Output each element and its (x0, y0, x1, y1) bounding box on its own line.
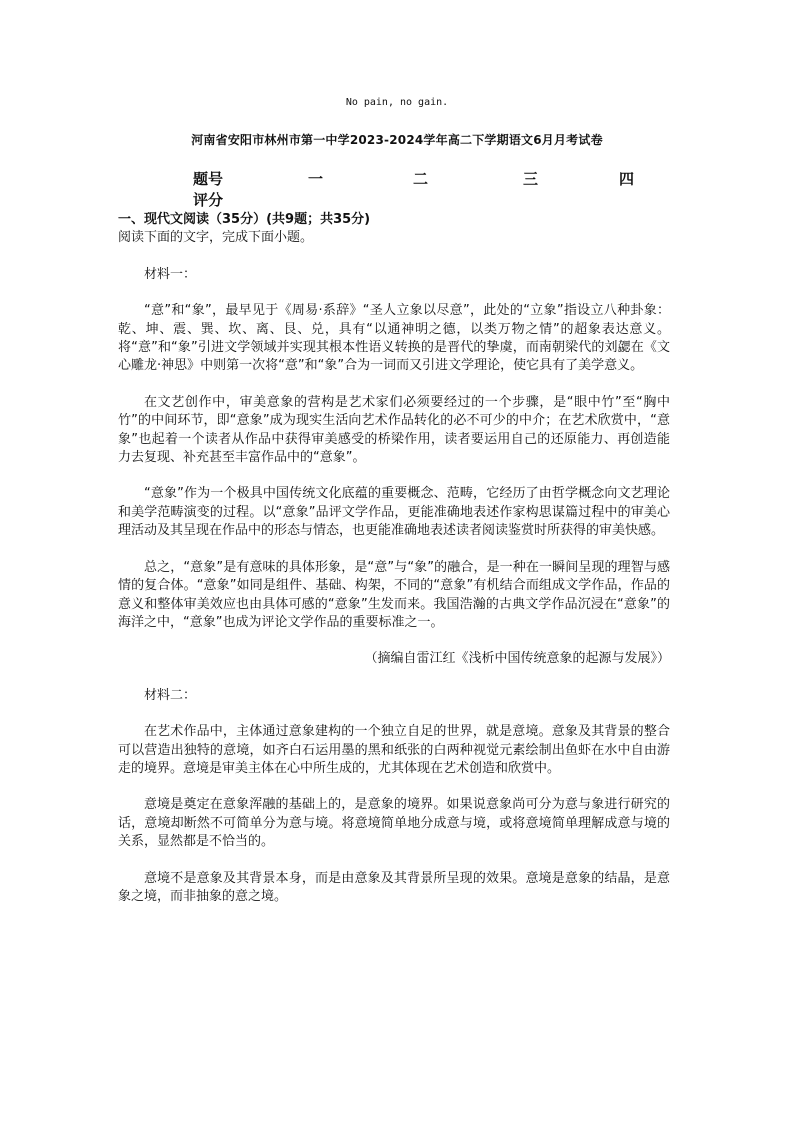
page-motto: No pain, no gain. (345, 97, 449, 108)
material-2-label: 材料二： (144, 687, 197, 703)
exam-title: 河南省安阳市林州市第一中学2023-2024学年高二下学期语文6月月考试卷 (191, 133, 603, 147)
score-table-col-2: 二 (413, 170, 429, 188)
reading-section (118, 211, 670, 906)
score-table-row-label: 题号 (193, 170, 224, 188)
score-table-col-3: 三 (523, 170, 539, 188)
material-1-paragraph: 总之，“意象”是有意味的具体形象，是“意”与“象”的融合，是一种在一瞬间呈现的理智与感情的复合体。“意象”如同是组件、基础、构架，不同的“意象”有机结合而组成文学作品，作品的意义和整体审美效应也由具体可感的“意象”生发而来。我国浩瀚的古典文学作品沉浸在“意象”的海洋之中，“意象”也成为评论文学作品的重要标准之一。 (118, 559, 670, 630)
section-instruction: 阅读下面的文字，完成下面小题。 (118, 230, 314, 246)
score-table-score-label: 评分 (193, 191, 224, 209)
material-1-source: （摘编自雷江红《浅析中国传统意象的起源与发展》） (364, 651, 670, 667)
material-2-paragraph: 在艺术作品中，主体通过意象建构的一个独立自足的世界，就是意境。意象及其背景的整合可以营造出独特的意境，如齐白石运用墨的黑和纸张的白两种视觉元素绘制出鱼虾在水中自由游走的境界。意境是审美主体在心中所生成的，尤其体现在艺术创造和欣赏中。 (118, 724, 670, 776)
material-1-paragraph: “意象”作为一个极具中国传统文化底蕴的重要概念、范畴，它经历了由哲学概念向文艺理论和美学范畴演变的过程。以“意象”品评文学作品，更能准确地表述作家构思谋篇过程中的审美心理活动及其呈现在作品中的形态与情态，也更能准确地表述读者阅读鉴赏时所获得的审美快感。 (118, 486, 670, 539)
material-1-label: 材料一： (144, 266, 197, 282)
material-1-paragraph: 在文艺创作中，审美意象的营构是艺术家们必须要经过的一个步骤，是“眼中竹”至“胸中竹”的中间环节，即“意象”成为现实生活向艺术作品转化的必不可少的中介；在艺术欣赏中，“意象”也起着一个读者从作品中获得审美感受的桥梁作用，读者要运用自己的还原能力、再创造能力去复现、补充甚至丰富作品中的“意象”。 (118, 394, 670, 466)
material-2-paragraph: 意境是奠定在意象浑融的基础上的，是意象的境界。如果说意象尚可分为意与象进行研究的话，意境却断然不可简单分为意与境。将意境简单地分成意与境，或将意境简单理解成意与境的关系，显然都是不恰当的。 (118, 797, 670, 850)
score-table-header-row (193, 168, 643, 190)
score-table-col-4: 四 (619, 170, 635, 188)
material-1-paragraph: “意”和“象”，最早见于《周易·系辞》“圣人立象以尽意”，此处的“立象”指设立八种卦象：乾、坤、震、巽、坎、离、艮、兑，具有“以通神明之德，以类万物之情”的超象表达意义。将“意”和“象”引进文学领域并实现其根本性语义转换的是晋代的挚虞，而南朝梁代的刘勰在《文心雕龙·神思》中则第一次将“意”和“象”合为一词而又引进文学理论，使它具有了美学意义。 (118, 303, 670, 374)
section-heading: 一、现代文阅读（35分）(共9题；共35分) (118, 212, 371, 227)
score-table-col-1: 一 (308, 170, 324, 188)
material-2-paragraph: 意境不是意象及其背景本身，而是由意象及其背景所呈现的效果。意境是意象的结晶，是意象之境，而非抽象的意之境。 (118, 870, 670, 904)
